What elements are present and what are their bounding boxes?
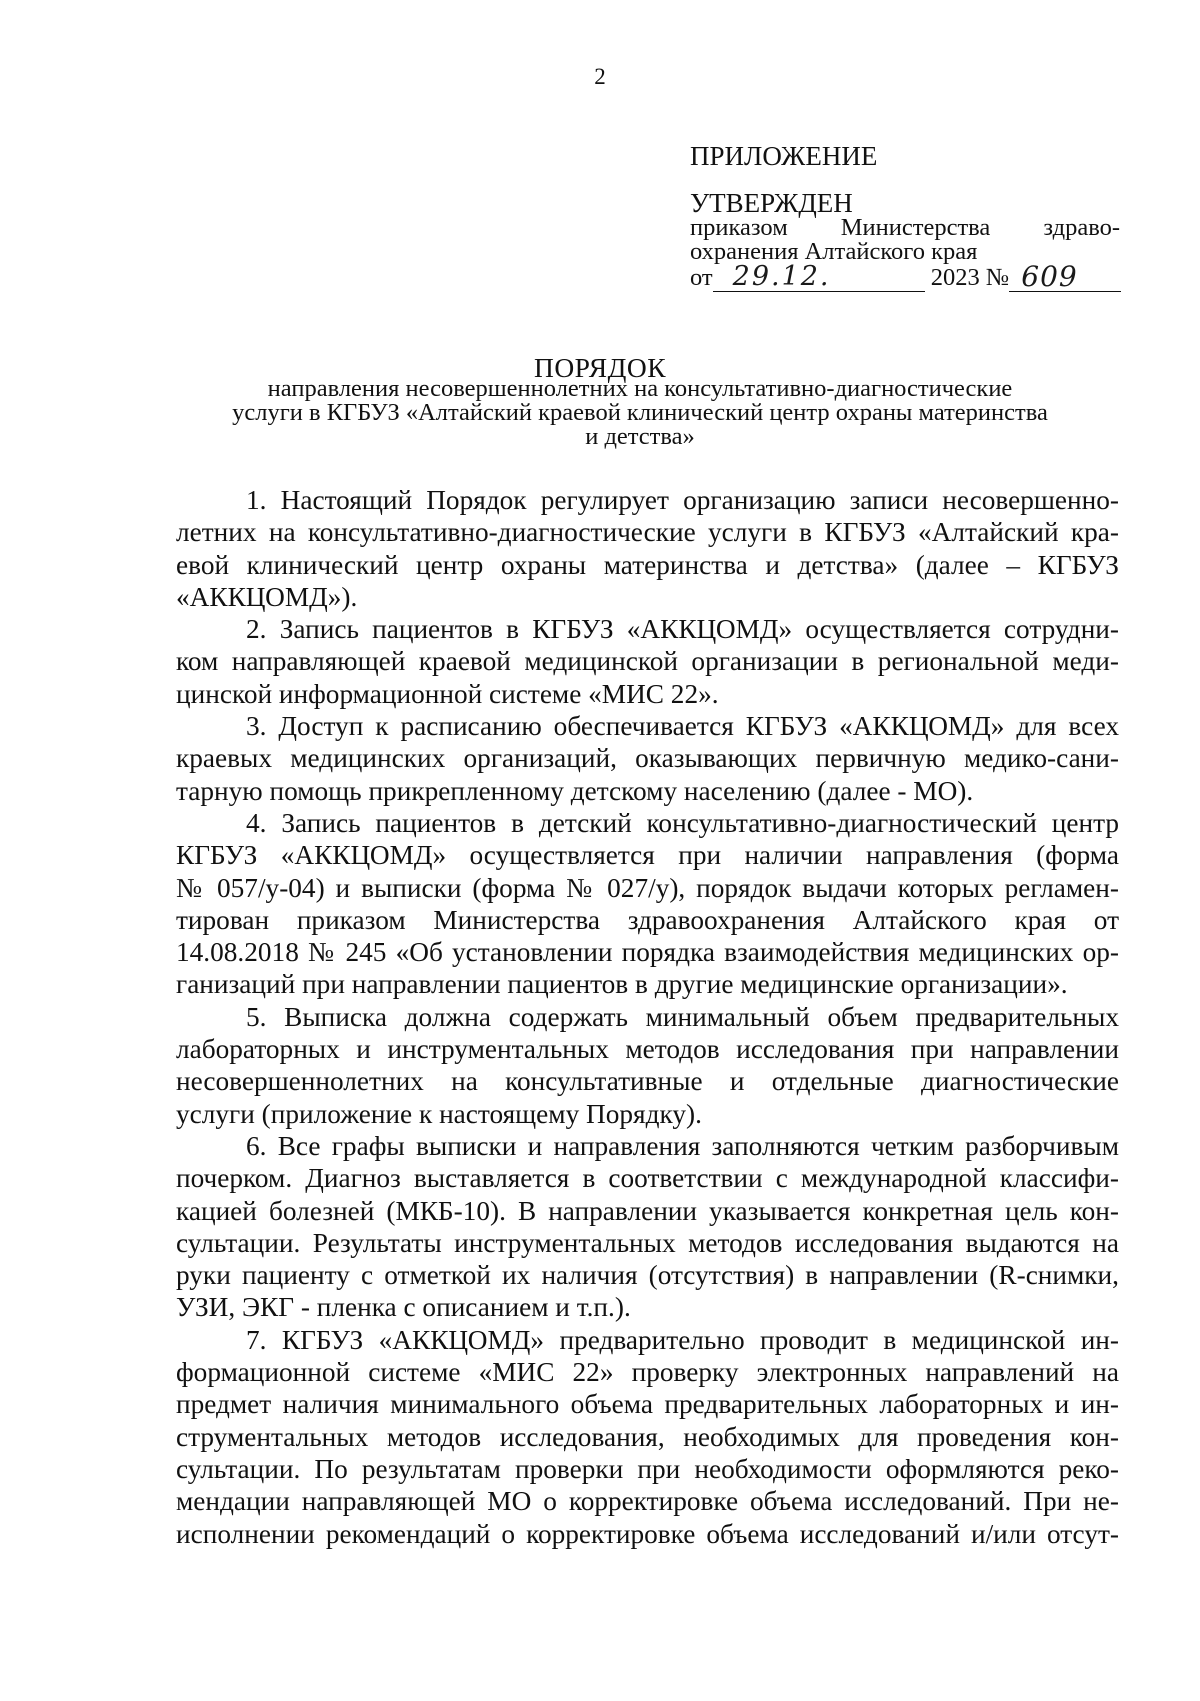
paragraph-line: 14.08.2018 № 245 «Об установлении порядка взаимодействия медицинских ор- xyxy=(176,937,1119,968)
paragraph-line: кацией болезней (МКБ-10). В направлении указывается конкретная цель кон- xyxy=(176,1195,1119,1226)
paragraph xyxy=(176,807,1119,1001)
document-body xyxy=(176,484,1119,1550)
subtitle-line: и детства» xyxy=(585,423,695,450)
date-field xyxy=(713,261,925,292)
paragraph xyxy=(176,484,1119,613)
paragraph-line: лабораторных и инструментальных методов исследования при направлении xyxy=(176,1034,1119,1065)
paragraph-line: УЗИ, ЭКГ - пленка с описанием и т.п.). xyxy=(176,1292,631,1323)
approval-line: приказом Министерства здраво- xyxy=(690,214,1120,241)
paragraph-line: 3. Доступ к расписанию обеспечивается КГБУЗ «АККЦОМД» для всех xyxy=(246,711,1119,742)
order-date-line xyxy=(690,260,1121,293)
subtitle-line: услуги в КГБУЗ «Алтайский краевой клинический центр охраны материнства xyxy=(232,399,1048,426)
paragraph-line: 6. Все графы выписки и направления заполняются четким разборчивым xyxy=(246,1130,1119,1161)
paragraph-line: 2. Запись пациентов в КГБУЗ «АККЦОМД» осуществляется сотрудни- xyxy=(246,614,1119,645)
number-field xyxy=(1009,260,1121,293)
paragraph-line: несовершеннолетних на консультативные и отдельные диагностические xyxy=(176,1066,1119,1097)
paragraph xyxy=(176,1001,1119,1130)
paragraph-line: сультации. Результаты инструментальных методов исследования выдаются на xyxy=(176,1227,1119,1258)
paragraph-line: предмет наличия минимального объема предварительных лабораторных и ин- xyxy=(176,1389,1119,1420)
paragraph-line: краевых медицинских организаций, оказывающих первичную медико-сани- xyxy=(176,743,1119,774)
subtitle-line: направления несовершеннолетних на консультативно-диагностические xyxy=(267,375,1013,402)
paragraph-line: цинской информационной системе «МИС 22». xyxy=(176,678,719,709)
paragraph xyxy=(176,1324,1119,1550)
paragraph-line: тарную помощь прикрепленному детскому населению (далее - МО). xyxy=(176,775,974,806)
paragraph-line: услуги (приложение к настоящему Порядку). xyxy=(176,1098,702,1129)
paragraph-line: евой клинический центр охраны материнства и детства» (далее – КГБУЗ xyxy=(176,549,1119,580)
approval-line: охранения Алтайского края xyxy=(690,238,978,265)
document-subtitle xyxy=(160,377,1120,449)
paragraph-line: руки пациенту с отметкой их наличия (отсутствия) в направлении (R-снимки, xyxy=(176,1260,1119,1291)
paragraph-line: 4. Запись пациентов в детский консультативно-диагностический центр xyxy=(246,807,1119,838)
paragraph-line: тирован приказом Министерства здравоохранения Алтайского края от xyxy=(176,904,1119,935)
approval-authority xyxy=(690,216,1120,264)
paragraph-line: КГБУЗ «АККЦОМД» осуществляется при наличии направления (форма xyxy=(176,840,1119,871)
document-title: ПОРЯДОК xyxy=(533,352,667,383)
year-label: 2023 № xyxy=(930,264,1010,291)
paragraph-line: сультации. По результатам проверки при необходимости оформляются реко- xyxy=(176,1453,1119,1484)
paragraph-line: 5. Выписка должна содержать минимальный объем предварительных xyxy=(246,1001,1119,1032)
handwritten-date: 29.12. xyxy=(732,261,831,292)
date-prefix: от xyxy=(690,264,713,291)
paragraph-line: № 057/у-04) и выписки (форма № 027/у), порядок выдачи которых регламен- xyxy=(176,872,1119,903)
handwritten-number: 609 xyxy=(1021,260,1078,293)
paragraph-line: исполнении рекомендаций о корректировке объема исследований и/или отсут- xyxy=(176,1518,1119,1549)
paragraph-line: ком направляющей краевой медицинской организации в региональной меди- xyxy=(176,646,1119,677)
approved-label: УТВЕРЖДЕН xyxy=(690,188,853,218)
paragraph-line: формационной системе «МИС 22» проверку электронных направлений на xyxy=(176,1357,1119,1388)
paragraph-line: почерком. Диагноз выставляется в соответствии с международной классифи- xyxy=(176,1163,1119,1194)
paragraph-line: 7. КГБУЗ «АККЦОМД» предварительно проводит в медицинской ин- xyxy=(246,1324,1119,1355)
appendix-label: ПРИЛОЖЕНИЕ xyxy=(690,141,878,171)
paragraph xyxy=(176,613,1119,710)
paragraph-line: струментальных методов исследования, необходимых для проведения кон- xyxy=(176,1421,1119,1452)
paragraph xyxy=(176,1130,1119,1324)
paragraph-line: 1. Настоящий Порядок регулирует организацию записи несовершенно- xyxy=(246,485,1119,515)
paragraph xyxy=(176,710,1119,807)
page-number: 2 xyxy=(594,64,606,89)
paragraph-line: ганизаций при направлении пациентов в другие медицинские организации». xyxy=(176,969,1068,1000)
paragraph-line: мендации направляющей МО о корректировке объема исследований. При не- xyxy=(176,1486,1119,1517)
paragraph-line: «АККЦОМД»). xyxy=(176,581,358,612)
paragraph-line: летних на консультативно-диагностические услуги в КГБУЗ «Алтайский кра- xyxy=(176,517,1119,548)
